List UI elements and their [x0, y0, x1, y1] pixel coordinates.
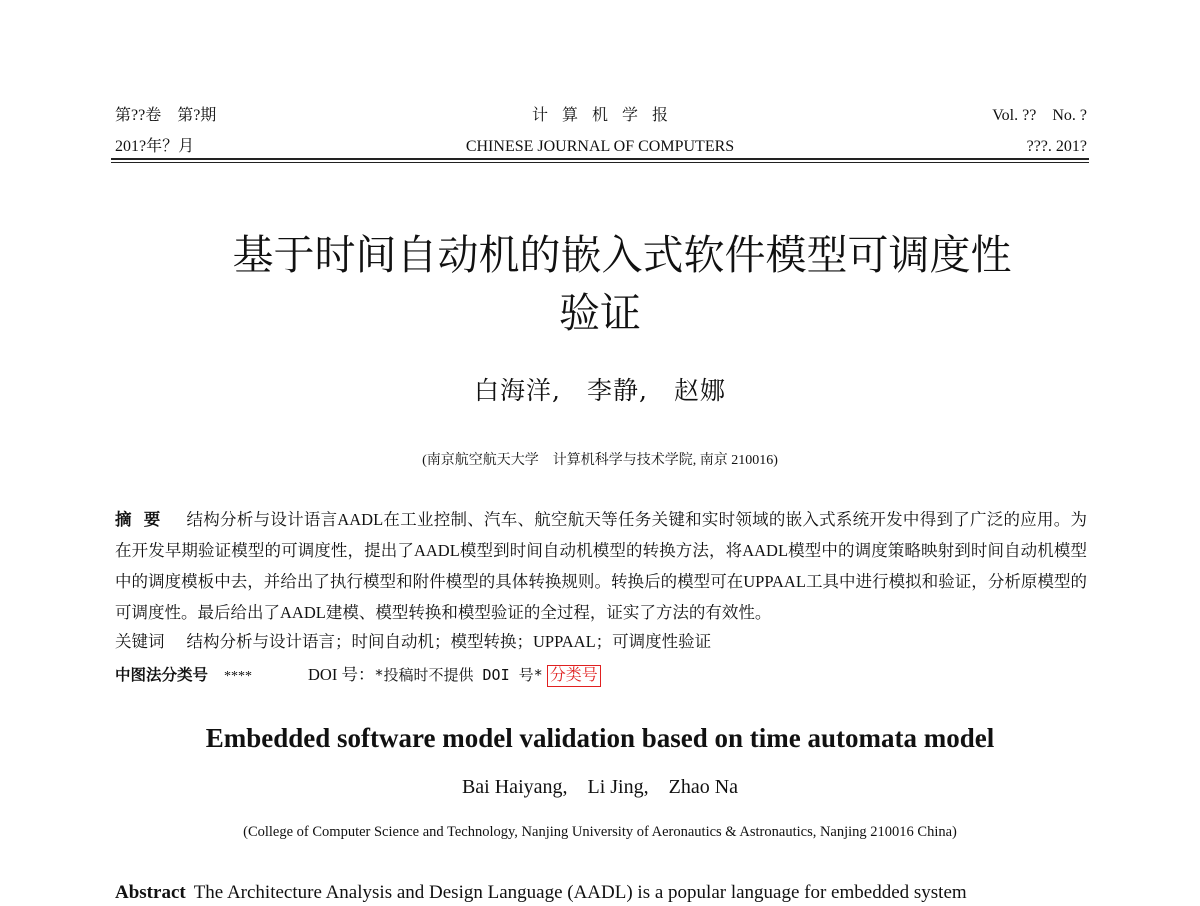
header-rule-thin — [111, 162, 1089, 163]
affiliation-en: (College of Computer Science and Technology, Nanjing University of Aeronautics & Astronautics, Nanjing 210016 China) — [243, 824, 957, 840]
header-rule-thick — [111, 158, 1089, 160]
paper-title-cn-line2: 验证 — [559, 289, 641, 337]
affiliation-cn: (南京航空航天大学 计算机科学与技术学院, 南京 210016) — [422, 453, 778, 468]
clc-label: 中图法分类号 — [115, 666, 209, 684]
classification-line — [115, 662, 1087, 690]
doi-value: *投稿时不提供 DOI 号* — [374, 666, 543, 684]
classification-tag-box: 分类号 — [547, 665, 601, 687]
volume-issue: 第??卷 第?期 — [115, 107, 217, 124]
publication-year-month: 201?年？月 — [115, 138, 195, 155]
paper-title-cn-line1: 基于时间自动机的嵌入式软件模型可调度性 — [232, 231, 1012, 279]
abstract-en — [115, 880, 1100, 906]
abstract-cn — [115, 504, 1087, 628]
keywords-cn — [115, 629, 1087, 655]
authors-cn: 白海洋, 李静, 赵娜 — [474, 376, 726, 405]
paper-title-en: Embedded software model validation based on time automata model — [205, 723, 995, 753]
doi-label: DOI 号： — [308, 665, 375, 684]
clc-value: **** — [224, 669, 253, 684]
abstract-en-text: The Architecture Analysis and Design Language (AADL) is a popular language for embedded system — [193, 882, 967, 903]
abstract-en-label: Abstract — [115, 882, 186, 903]
keywords-cn-text: 结构分析与设计语言；时间自动机；模型转换；UPPAAL；可调度性验证 — [186, 632, 712, 651]
keywords-cn-label: 关键词 — [115, 632, 165, 651]
authors-en: Bai Haiyang, Li Jing, Zhao Na — [461, 776, 739, 798]
publication-date-en: ???. 201? — [1026, 138, 1087, 155]
abstract-cn-text: 结构分析与设计语言AADL在工业控制、汽车、航空航天等任务关键和实时领域的嵌入式系统开发中得到了广泛的应用。为在开发早期验证模型的可调度性，提出了AADL模型到时间自动机模型的转换方法，将AADL模型中的调度策略映射到时间自动机模型中的调度模板中去，并给出了执行模型和附件模型的具体转换规则。转换后的模型可在UPPAAL工具中进行模拟和验证，分析原模型的可调度性。最后给出了AADL建模、模型转换和模型验证的全过程，证实了方法的有效性。 — [115, 510, 1088, 622]
paper-title-cn — [180, 226, 1020, 342]
abstract-cn-label: 摘要 — [115, 510, 173, 529]
volume-issue-en: Vol. ?? No. ? — [992, 107, 1087, 124]
journal-name-en: CHINESE JOURNAL OF COMPUTERS — [465, 138, 735, 155]
journal-name-cn: 计算机学报 — [531, 107, 682, 124]
